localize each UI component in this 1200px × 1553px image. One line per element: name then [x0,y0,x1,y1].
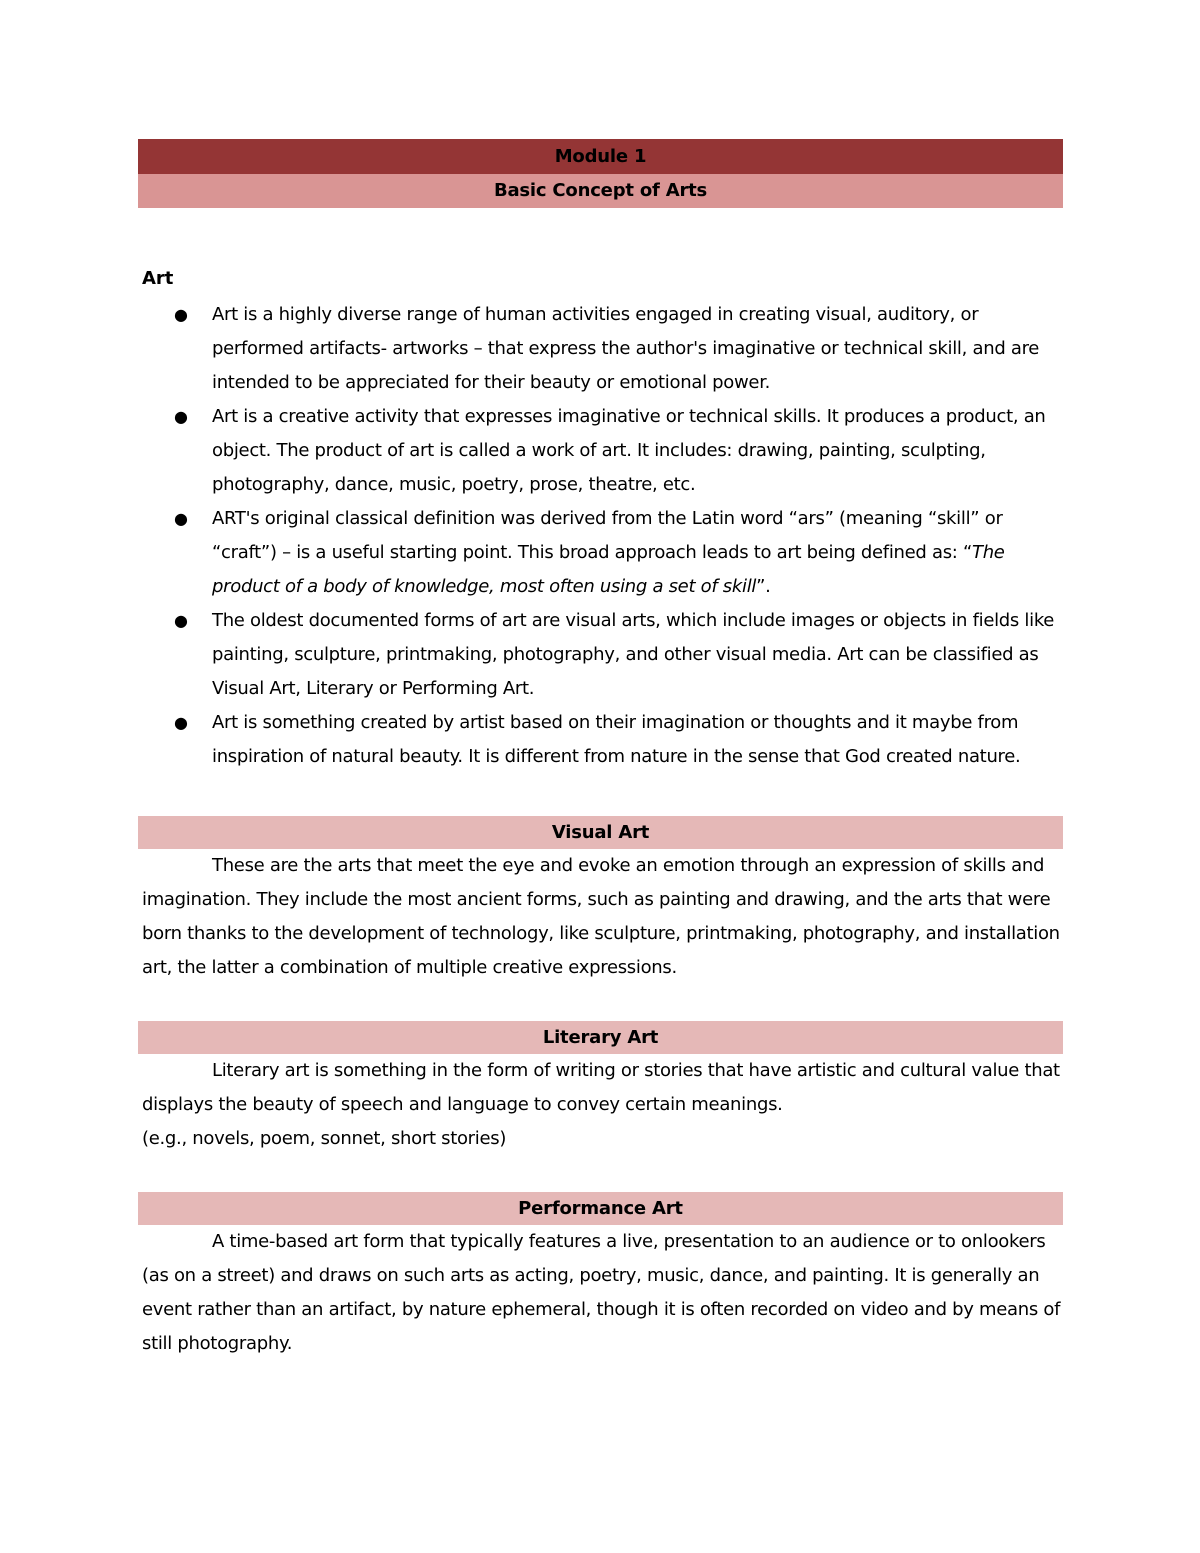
performance-art-text: A time-based art form that typically features a live, presentation to an audience or to onlookers (as on a street) and draws on such arts as acting, poetry, music, dance, and painting. It is generally an event rather than an artifact, by nature ephemeral, though it is often recorded on video and by means of still photography. [142,1231,1061,1354]
bullet-icon: ● [174,713,188,732]
module-subtitle-band [138,174,1063,208]
bullet-text: Art is a highly diverse range of human activities engaged in creating visual, auditory, or performed artifacts- artworks – that express the author's imaginative or technical skill, and are intended to be appreciated for their beauty or emotional power. [212,304,1040,393]
module-subtitle: Basic Concept of Arts [493,180,708,201]
bullet-icon: ● [174,407,188,426]
bullet-text-lead: ART's original classical definition was derived from the Latin word “ars” (meaning “skill” or “craft”) – is a useful starting point. This broad approach leads to art being defined as: “ [212,508,1003,563]
performance-art-heading-band [138,1192,1063,1225]
art-bullet-list [138,298,1063,774]
list-item [138,706,1063,774]
literary-art-heading-band [138,1021,1063,1054]
list-item [138,298,1063,400]
literary-art-text: Literary art is something in the form of writing or stories that have artistic and cultural value that displays the beauty of speech and language to convey certain meanings. [142,1060,1060,1115]
bullet-text: Art is a creative activity that expresses imaginative or technical skills. It produces a product, an object. The product of art is called a work of art. It includes: drawing, painting, sculpting, photography, dance, music, poetry, prose, theatre, etc. [212,406,1046,495]
bullet-icon: ● [174,509,188,528]
art-heading: Art [142,268,174,289]
literary-art-paragraph [138,1054,1063,1122]
list-item [138,604,1063,706]
visual-art-text: These are the arts that meet the eye and evoke an emotion through an expression of skills and imagination. They include the most ancient forms, such as painting and drawing, and the arts that were born thanks to the development of technology, like sculpture, printmaking, photography, and installation art, the latter a combination of multiple creative expressions. [142,855,1060,978]
module-title-band [138,139,1063,174]
performance-art-paragraph [138,1225,1063,1361]
performance-art-heading: Performance Art [518,1198,683,1219]
visual-art-heading: Visual Art [551,822,650,843]
module-title: Module 1 [554,146,647,167]
literary-art-examples: (e.g., novels, poem, sonnet, short stories) [142,1128,507,1149]
bullet-icon: ● [174,305,188,324]
visual-art-paragraph [138,849,1063,985]
document-page [138,139,1063,1361]
bullet-text: The oldest documented forms of art are visual arts, which include images or objects in fields like painting, sculpture, printmaking, photography, and other visual media. Art can be classified as Visual Art, Literary or Performing Art. [212,610,1055,699]
visual-art-heading-band [138,816,1063,849]
list-item [138,502,1063,604]
bullet-icon: ● [174,611,188,630]
bullet-text-tail: ”. [756,576,771,597]
bullet-quote-italic: The product of a body of knowledge, most often using a set of skill [212,542,1005,597]
literary-art-heading: Literary Art [542,1027,659,1048]
bullet-text: Art is something created by artist based on their imagination or thoughts and it maybe from inspiration of natural beauty. It is different from nature in the sense that God created nature. [212,712,1021,767]
list-item [138,400,1063,502]
